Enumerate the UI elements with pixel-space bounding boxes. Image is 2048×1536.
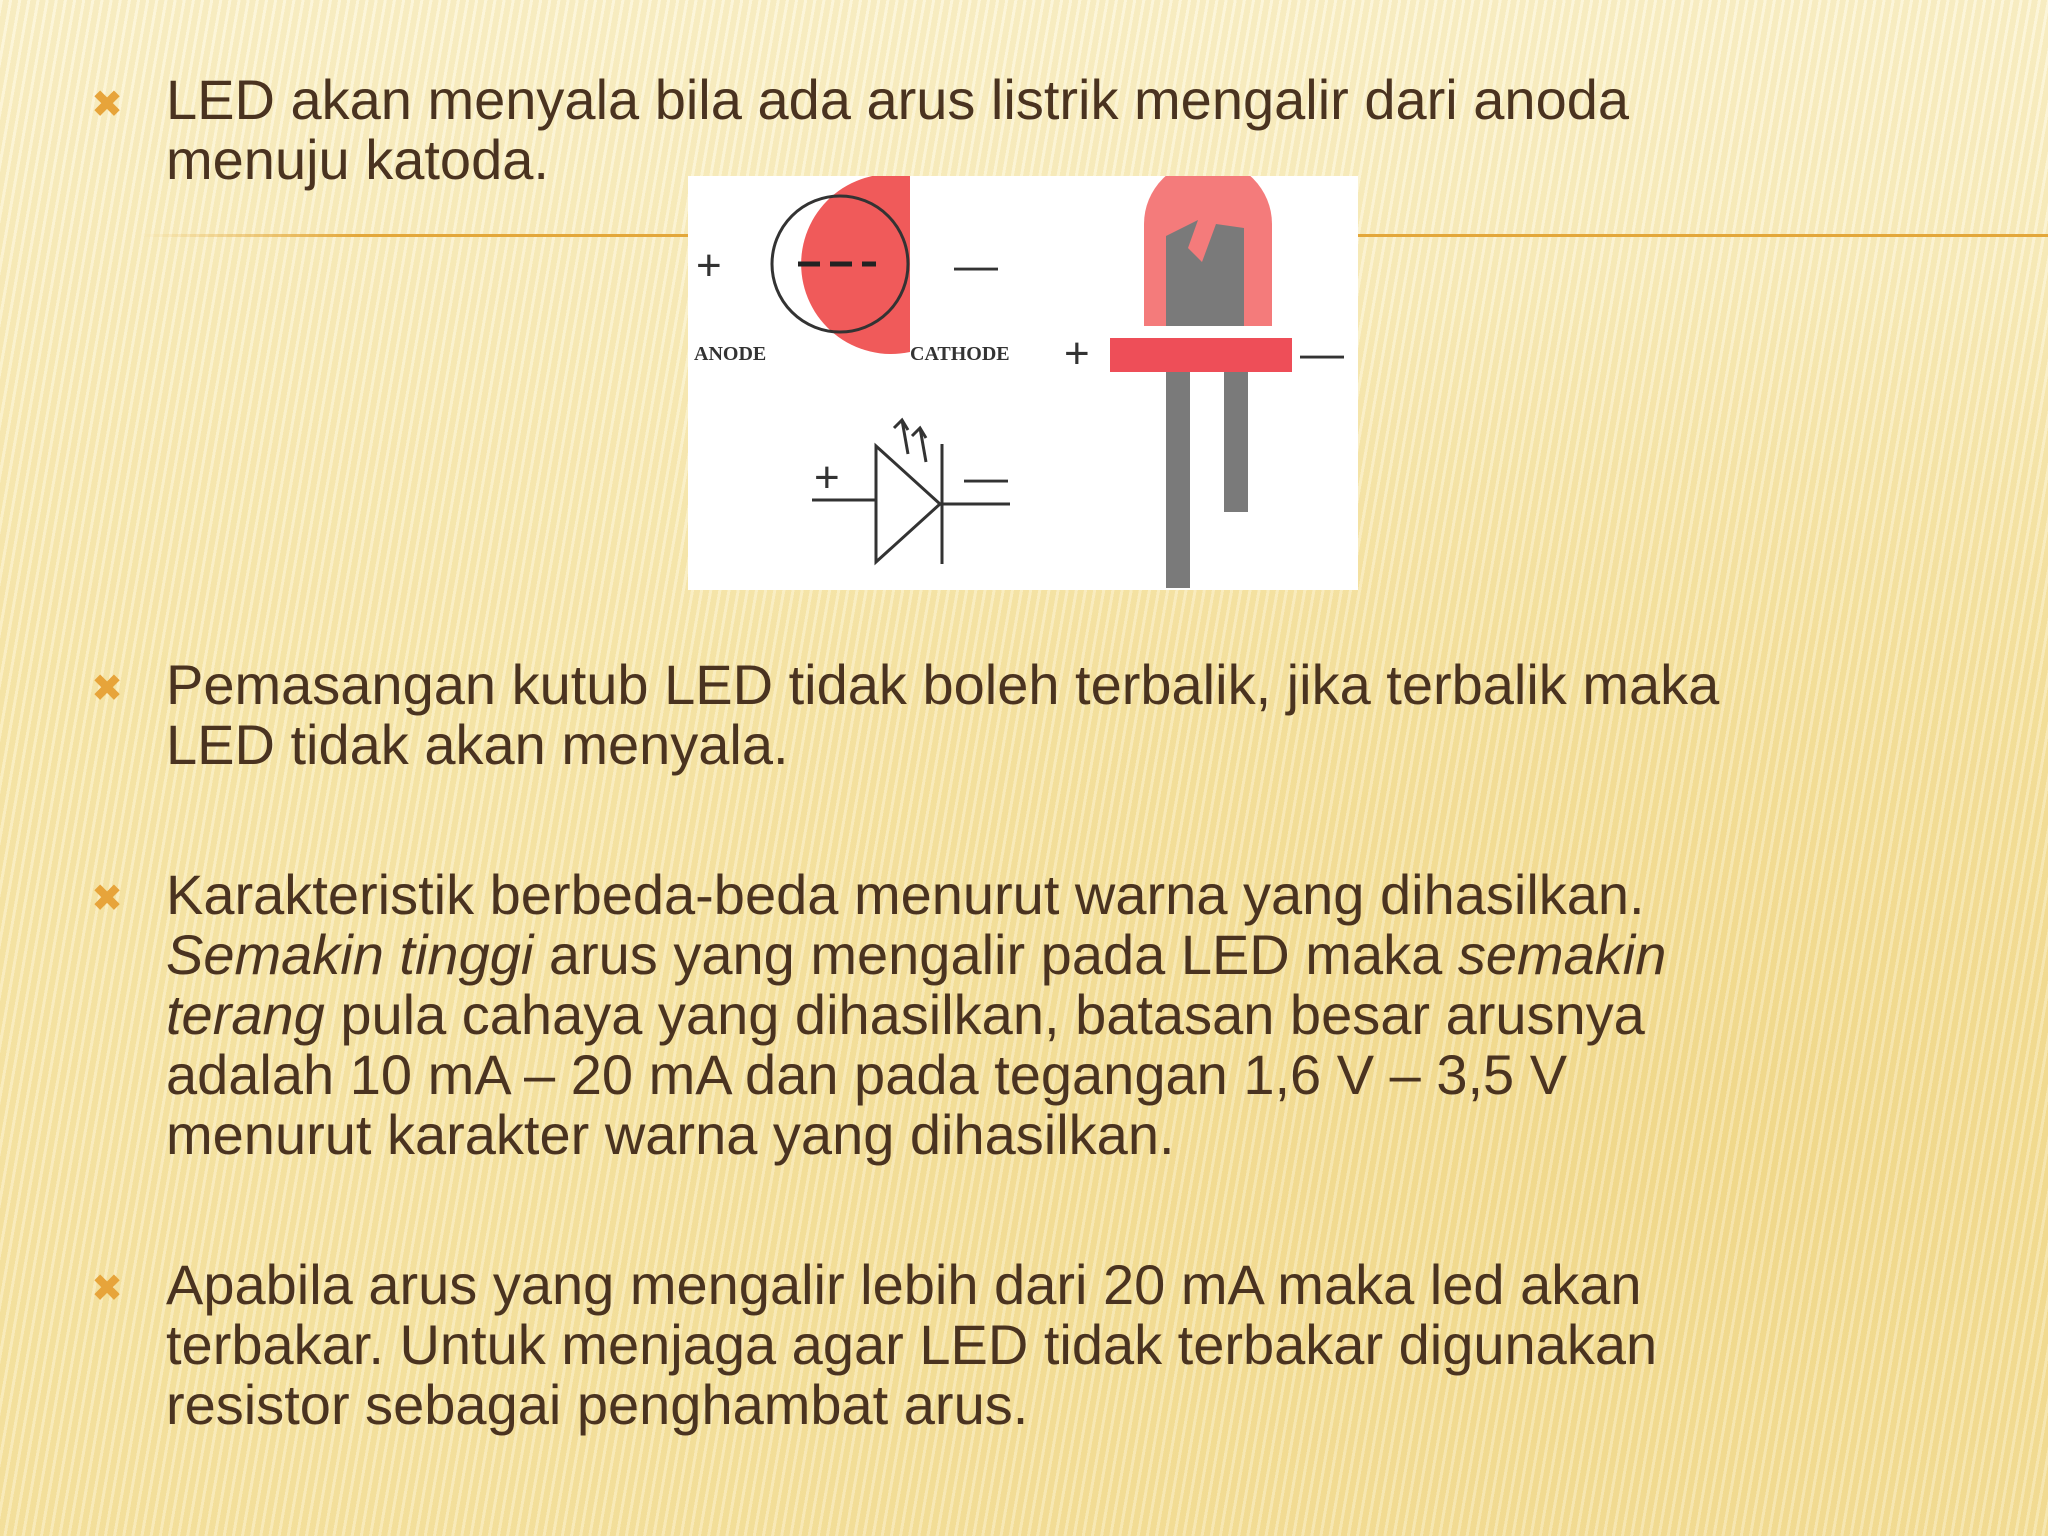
text-line: LED akan menyala bila ada arus listrik mengalir dari anoda [166, 68, 1629, 131]
bullet-text-2 [166, 655, 2006, 775]
cathode-label: CATHODE [910, 343, 1010, 365]
title-rule-right [1358, 234, 2048, 237]
text-line: LED tidak akan menyala. [166, 713, 789, 776]
led-diagram [688, 176, 1358, 590]
text-line: Pemasangan kutub LED tidak boleh terbalik, jika terbalik maka [166, 653, 1720, 716]
text-line: resistor sebagai penghambat arus. [166, 1373, 1029, 1436]
anode-label: ANODE [694, 343, 767, 365]
cross-bullet-icon: ✖ [91, 1268, 123, 1310]
text-line: Apabila arus yang mengalir lebih dari 20 mA maka led akan [166, 1253, 1642, 1316]
text-line: menurut karakter warna yang dihasilkan. [166, 1103, 1175, 1166]
cathode-minus-sign: — [954, 241, 998, 290]
text-line [166, 985, 2006, 1045]
title-rule-left [140, 234, 688, 237]
text-line [166, 925, 2006, 985]
text-line: menuju katoda. [166, 128, 549, 191]
text-line: adalah 10 mA – 20 mA dan pada tegangan 1,6 V – 3,5 V [166, 1043, 1568, 1106]
italic-text: terang [166, 983, 325, 1046]
anode-plus-sign: + [696, 241, 722, 290]
side-minus-sign: — [1300, 329, 1344, 378]
text-segment: pula cahaya yang dihasilkan, batasan besar arusnya [324, 983, 1645, 1046]
led-top-view [772, 176, 910, 354]
text-line: Karakteristik berbeda-beda menurut warna yang dihasilkan. [166, 863, 1645, 926]
bullet-text-3 [166, 865, 2006, 1165]
side-plus-sign: + [1064, 329, 1090, 378]
cross-bullet-icon: ✖ [91, 668, 123, 710]
cross-bullet-icon: ✖ [91, 878, 123, 920]
text-segment: arus yang mengalir pada LED maka [533, 923, 1458, 986]
text-line: terbakar. Untuk menjaga agar LED tidak terbakar digunakan [166, 1313, 1658, 1376]
bullet-text-4 [166, 1255, 2006, 1435]
bullet-text-1 [166, 70, 2006, 190]
symbol-minus-sign: — [964, 453, 1008, 502]
cross-bullet-icon: ✖ [91, 84, 123, 126]
led-side-view [1110, 176, 1292, 588]
italic-text: semakin [1457, 923, 1667, 986]
symbol-plus-sign: + [814, 453, 840, 502]
italic-text: Semakin tinggi [166, 923, 534, 986]
